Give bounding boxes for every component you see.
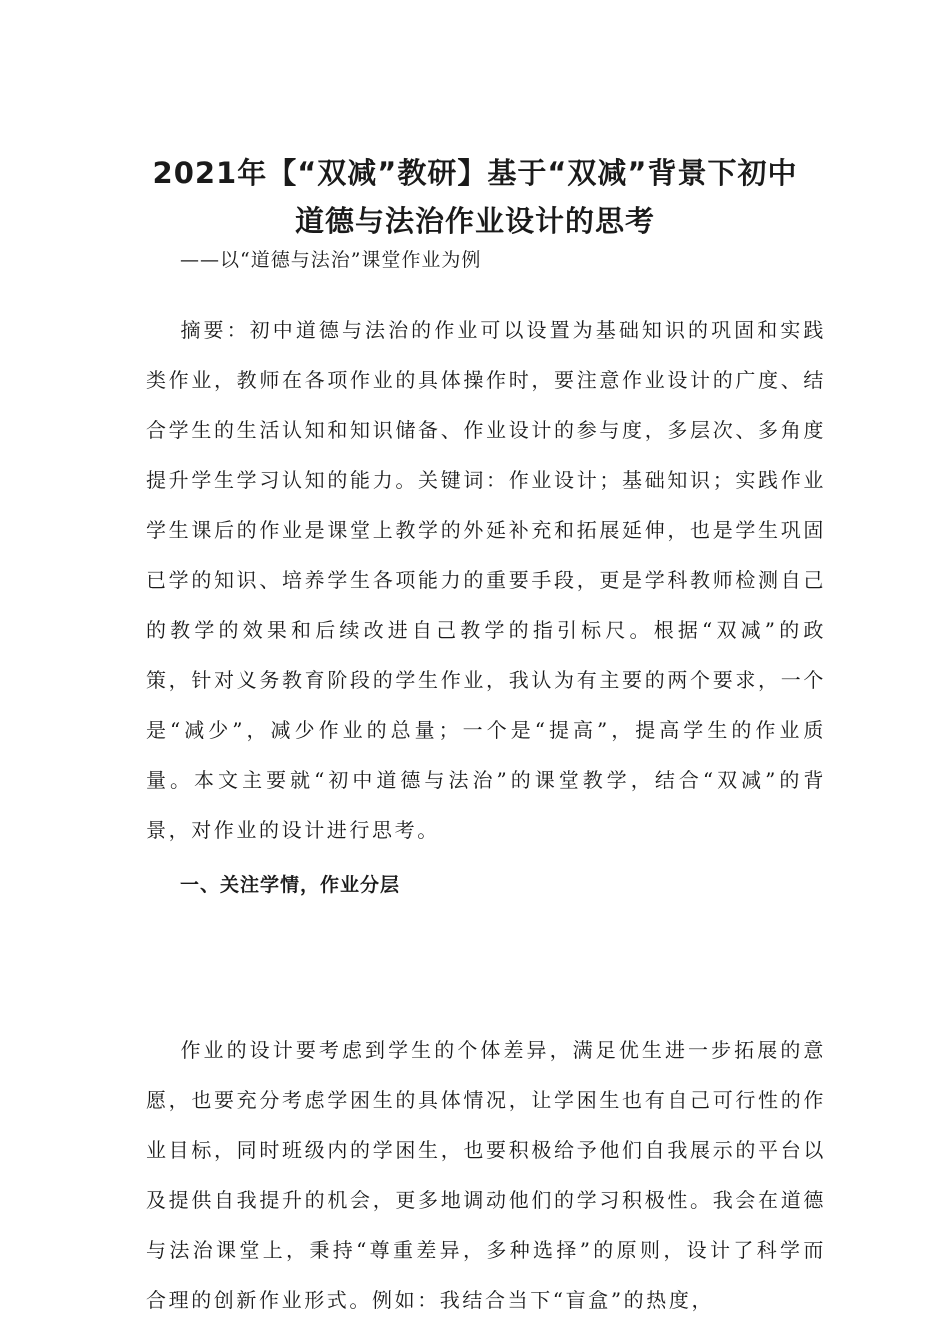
document-title-line-1: 2021年【“双减”教研】基于“双减”背景下初中 <box>152 156 798 191</box>
document-title-line-2: 道德与法治作业设计的思考 <box>294 204 655 239</box>
abstract-text: 摘要：初中道德与法治的作业可以设置为基础知识的巩固和实践类作业，教师在各项作业的具体操作时，要注意作业设计的广度、结合学生的生活认知和知识储备、作业设计的参与度，多层次、多角度提升学生学习认知的能力。关键词：作业设计；基础知识；实践作业学生课后的作业是课堂上教学的外延补充和拓展延伸，也是学生巩固已学的知识、培养学生各项能力的重要手段，更是学科教师检测自己的教学的效果和后续改进自己教学的指引标尺。根据“双减”的政策，针对义务教育阶段的学生作业，我认为有主要的两个要求，一个是“减少”，减少作业的总量；一个是“提高”，提高学生的作业质量。本文主要就“初中道德与法治”的课堂教学，结合“双减”的背景，对作业的设计进行思考。 <box>146 318 826 842</box>
section-heading: 一、关注学情，作业分层 <box>180 874 401 896</box>
document-subtitle: ——以“道德与法治”课堂作业为例 <box>180 249 482 271</box>
section-body-paragraph <box>146 1025 826 1325</box>
section-body-text: 作业的设计要考虑到学生的个体差异，满足优生进一步拓展的意愿，也要充分考虑学困生的具体情况，让学困生也有自己可行性的作业目标，同时班级内的学困生，也要积极给予他们自我展示的平台以及提供自我提升的机会，更多地调动他们的学习积极性。我会在道德与法治课堂上，秉持“尊重差异，多种选择”的原则，设计了科学而合理的创新作业形式。例如：我结合当下“盲盒”的热度， <box>146 1038 826 1312</box>
abstract-paragraph <box>146 305 826 855</box>
